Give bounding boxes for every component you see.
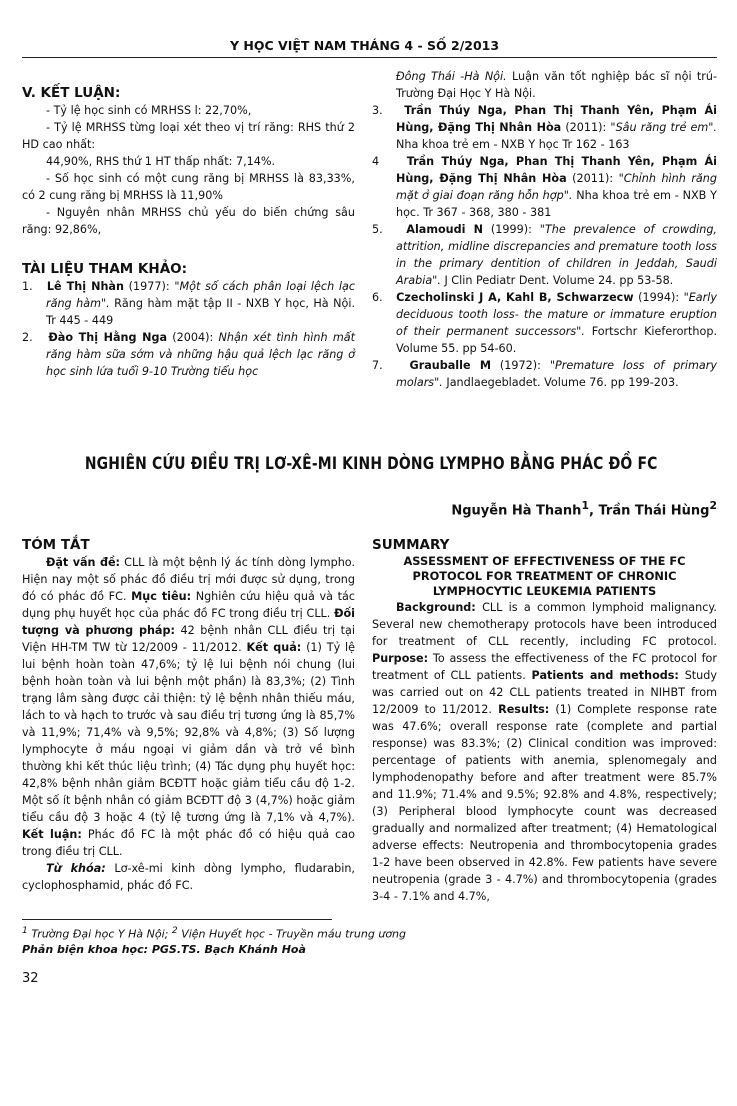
paragraph — [22, 554, 355, 860]
text: Luận văn tốt nghiệp bác sĩ nội trú-Trường Đại Học Y Hà Nội. — [396, 70, 717, 100]
italic-text: "The prevalence of crowding, attrition, midline discrepancies and premature tooth loss in the primary dentition of children in Jeddah, Saudi Arabia". — [396, 223, 717, 287]
references-right — [372, 68, 717, 391]
text: 7. — [372, 359, 410, 372]
bold-text: Đào Thị Hằng Nga — [48, 331, 168, 344]
text: - Số học sinh có một cung răng bị MRHSS là 83,33%, có 2 cung răng bị MRHSS là 11,90% — [22, 172, 355, 202]
italic-text: "Sâu răng trẻ em". — [610, 121, 717, 134]
footnote-rule — [22, 919, 332, 920]
text: 4 — [372, 155, 407, 168]
text: (2004): — [167, 331, 219, 344]
bold-text: Kết luận: — [22, 828, 82, 842]
summary-title: ASSESSMENT OF EFFECTIVENESS OF THE FC PROTOCOL FOR TREATMENT OF CHRONIC LYMPHOCYTIC LEUKEMIA PATIENTS — [403, 554, 686, 599]
text: To assess the effectiveness of the FC protocol for treatment of CLL patients. — [372, 652, 717, 683]
article-title-wrap — [22, 453, 717, 475]
text: 6. — [372, 291, 397, 304]
reference-item — [372, 102, 717, 153]
text: CLL is a common lymphoid malignancy. Several new chemotherapy protocols have been introduced for treatment of CLL recently, including FC protocol. — [372, 601, 717, 649]
affiliation-marker: 1 — [22, 925, 28, 937]
text: (2011): — [561, 121, 611, 134]
summary-body — [372, 599, 717, 905]
header-rule — [22, 57, 717, 58]
affiliation-marker: 2 — [171, 925, 178, 937]
left-column-top — [22, 68, 355, 391]
text: 42 bệnh nhân CLL điều trị tại Viện HH-TM TW từ 12/2009 - 11/2012. — [22, 624, 355, 655]
reference-item — [372, 153, 717, 221]
author-name: Nguyễn Hà Thanh — [451, 503, 582, 519]
conclusion-body — [22, 102, 355, 238]
author-affiliation: 1 — [581, 499, 589, 512]
text: 3. — [372, 104, 405, 117]
text: - Tỷ lệ học sinh có MRHSS l: 22,70%, — [46, 104, 252, 117]
bold-text: Đặt vấn đề: — [46, 556, 121, 570]
abstract-heading: TÓM TẮT — [22, 537, 90, 554]
summary-heading: SUMMARY — [372, 537, 450, 554]
affiliations — [22, 923, 717, 942]
italic-text: "Một số cách phân loại lệch lạc răng hàm". — [46, 280, 355, 310]
reviewer: Phản biện khoa học: PGS.TS. Bạch Khánh Hoà — [22, 942, 306, 956]
bold-text: Czecholinski J A, Kahl B, Schwarzecw — [396, 291, 634, 304]
paragraph — [372, 599, 717, 905]
running-header: Y HỌC VIỆT NAM THÁNG 4 - SỐ 2/2013 — [230, 38, 500, 53]
text: - Tỷ lệ MRHSS từng loại xét theo vị trí răng: RHS thứ 2 HD cao nhất: — [22, 121, 355, 151]
italic-text: "Premature loss of primary molars". — [396, 359, 717, 389]
affiliation: Trường Đại học Y Hà Nội; — [31, 927, 172, 941]
paragraph — [22, 153, 355, 170]
text: Fortschr Kieferorthop. Volume 55. pp 54-60. — [396, 325, 717, 355]
italic-text: "Chỉnh hình răng mặt ở giai đoạn răng hỗn hợp". — [396, 172, 717, 202]
text: (1999): — [483, 223, 540, 236]
abstract-body — [22, 554, 355, 894]
author-affiliation: 2 — [709, 499, 717, 512]
bold-text: Lê Thị Nhàn — [46, 280, 124, 293]
article-title: NGHIÊN CỨU ĐIỀU TRỊ LƠ-XÊ-MI KINH DÒNG LYMPHO BẰNG PHÁC ĐỒ FC — [84, 454, 658, 474]
paragraph — [22, 204, 355, 238]
footnotes — [22, 923, 717, 957]
bold-text: Alamoudi N — [406, 223, 484, 236]
reference-item — [372, 221, 717, 289]
text: 1. — [22, 280, 47, 293]
bold-text: Từ khóa: — [46, 862, 106, 876]
text: Study was carried out on 42 CLL patients treated in NIHBT from 12/2009 to 11/2012. — [372, 669, 717, 717]
text: - Nguyên nhân MRHSS chủ yếu do biến chứng sâu răng: 92,86%, — [22, 206, 355, 236]
text: Nghiên cứu hiệu quả và tác dụng phụ huyết học của phác đồ FC trong điều trị CLL. — [22, 590, 356, 621]
reference-item — [372, 357, 717, 391]
text: Nha khoa trẻ em - NXB Y học. Tr 367 - 368, 380 - 381 — [396, 189, 717, 219]
right-column-top — [372, 68, 717, 391]
text: (1977): — [123, 280, 175, 293]
bold-text: Kết quả: — [246, 641, 302, 655]
bold-text: Purpose: — [372, 652, 429, 666]
italic-text: Đông Thái -Hà Nội. — [396, 70, 507, 83]
bold-text: Background: — [396, 601, 476, 615]
references-left — [22, 278, 355, 380]
paragraph — [22, 119, 355, 153]
text: (1994): — [633, 291, 684, 304]
references-heading: TÀI LIỆU THAM KHẢO: — [22, 261, 188, 277]
reference-item — [372, 289, 717, 357]
authors: Nguyễn Hà Thanh$^1$, Trần Thái Hùng$^2$ — [451, 499, 717, 519]
conclusion-heading: V. KẾT LUẬN: — [22, 85, 121, 101]
references-section — [22, 68, 717, 391]
bold-text: Results: — [498, 703, 550, 717]
text: (1972): — [490, 359, 550, 372]
text: Nha khoa trẻ em - NXB Y học Tr 162 - 163 — [396, 138, 630, 151]
bold-text: Mục tiêu: — [131, 590, 192, 604]
bold-text: Grauballe M — [409, 359, 491, 372]
affiliation: Viện Huyết học - Truyền máu trung ương — [181, 927, 407, 941]
reference-item — [372, 68, 717, 102]
text: (2011): — [566, 172, 619, 185]
paragraph — [22, 102, 355, 119]
text: Phác đồ FC là một phác đồ có hiệu quả cao trong điều trị CLL. — [22, 828, 355, 859]
bold-text: Đối tượng và phương pháp: — [22, 607, 355, 638]
bold-text: Trần Thúy Nga, Phan Thị Thanh Yên, Phạm Ái Hùng, Đặng Thị Nhân Hòa — [396, 155, 717, 185]
abstract-vietnamese — [22, 536, 355, 905]
author-name: Trần Thái Hùng — [598, 503, 710, 519]
text: 44,90%, RHS thứ 1 HT thấp nhất: 7,14%. — [46, 155, 276, 168]
text: (1) Complete response rate was 47.6%; overall response rate (complete and partial response) was 83.3%; (2) Clinical condition was improved: percentage of patients with anemia, splenomegaly and lymphodenopathy before and after treatment were 85.7% and 11.9%; 71.4% and 9.5%; 92.8% and 4.8%, respectively; (3) Peripheral blood lymphocyte count was decreased gradually and normalized after treatment; (4) Hematological adverse effects: Neutropenia and thrombocytopenia grades 1-2 have been observed in 42.8%. Few patients have severe neutropenia (grade 3 - 4.7%) and thrombocytopenia (grades 3-4 - 7.1% and 4.7%, — [372, 703, 717, 904]
summary-english — [372, 536, 717, 905]
italic-text: "Early deciduous tooth loss- the mature or immature eruption of their permanent successors". — [396, 291, 717, 338]
abstract-section — [22, 536, 717, 905]
text: Lơ-xê-mi kinh dòng lympho, fludarabin, cyclophosphamid, phác đồ FC. — [22, 862, 355, 893]
text: J Clin Pediatr Dent. Volume 24. pp 53-58. — [440, 274, 674, 287]
bold-text: Trần Thúy Nga, Phan Thị Thanh Yên, Phạm Ái Hùng, Đặng Thị Nhân Hòa — [396, 104, 718, 134]
paragraph — [22, 860, 355, 894]
reference-item — [22, 329, 355, 380]
paragraph — [22, 170, 355, 204]
page-number: 32 — [22, 970, 39, 986]
text: Jandlaegebladet. Volume 76. pp 199-203. — [442, 376, 679, 389]
text: 2. — [22, 331, 49, 344]
text: CLL là một bệnh lý ác tính dòng lympho. Hiện nay một số phác đồ điều trị mới được sử dụng, trong đó có phác đồ FC. — [22, 556, 356, 604]
reference-item — [22, 278, 355, 329]
text: 5. — [372, 223, 407, 236]
italic-text: Nhận xét tình hình mất răng hàm sữa sớm và những hậu quả lệch lạc răng ở học sinh lứa tuổi 9-10 Trường tiểu học — [46, 331, 355, 378]
bold-text: Patients and methods: — [531, 669, 679, 683]
text: (1) Tỷ lệ lui bệnh hoàn toàn 47,6%; tỷ lệ lui bệnh nói chung (lui bệnh hoàn toàn và lui bệnh một phần) là 83,3%; (2) Tình trạng lâm sàng được cải thiện: tỷ lệ bệnh nhân thiếu máu, lách to và hạch to trước và sau điều trị tương ứng là 85,7% và 11,9%; 71,4% và 9,5%; 92,8% và 4,8%; (3) Số lượng lymphocyte ở máu ngoại vi giảm dần và trở về bình thường khi kết thúc liệu trình; (4) Tác dụng phụ huyết học: 42,8% bệnh nhân giảm BCĐTT hoặc giảm tiểu cầu độ 1-2. Một số ít bệnh nhân có giảm BCĐTT độ 3 (4,7%) hoặc giảm tiểu cầu độ 3 hoặc 4 (tỷ lệ tương ứng là 7,1% và 4,7%). — [22, 641, 356, 825]
text: Răng hàm mặt tập II - NXB Y học, Hà Nội. Tr 445 - 449 — [46, 297, 356, 327]
